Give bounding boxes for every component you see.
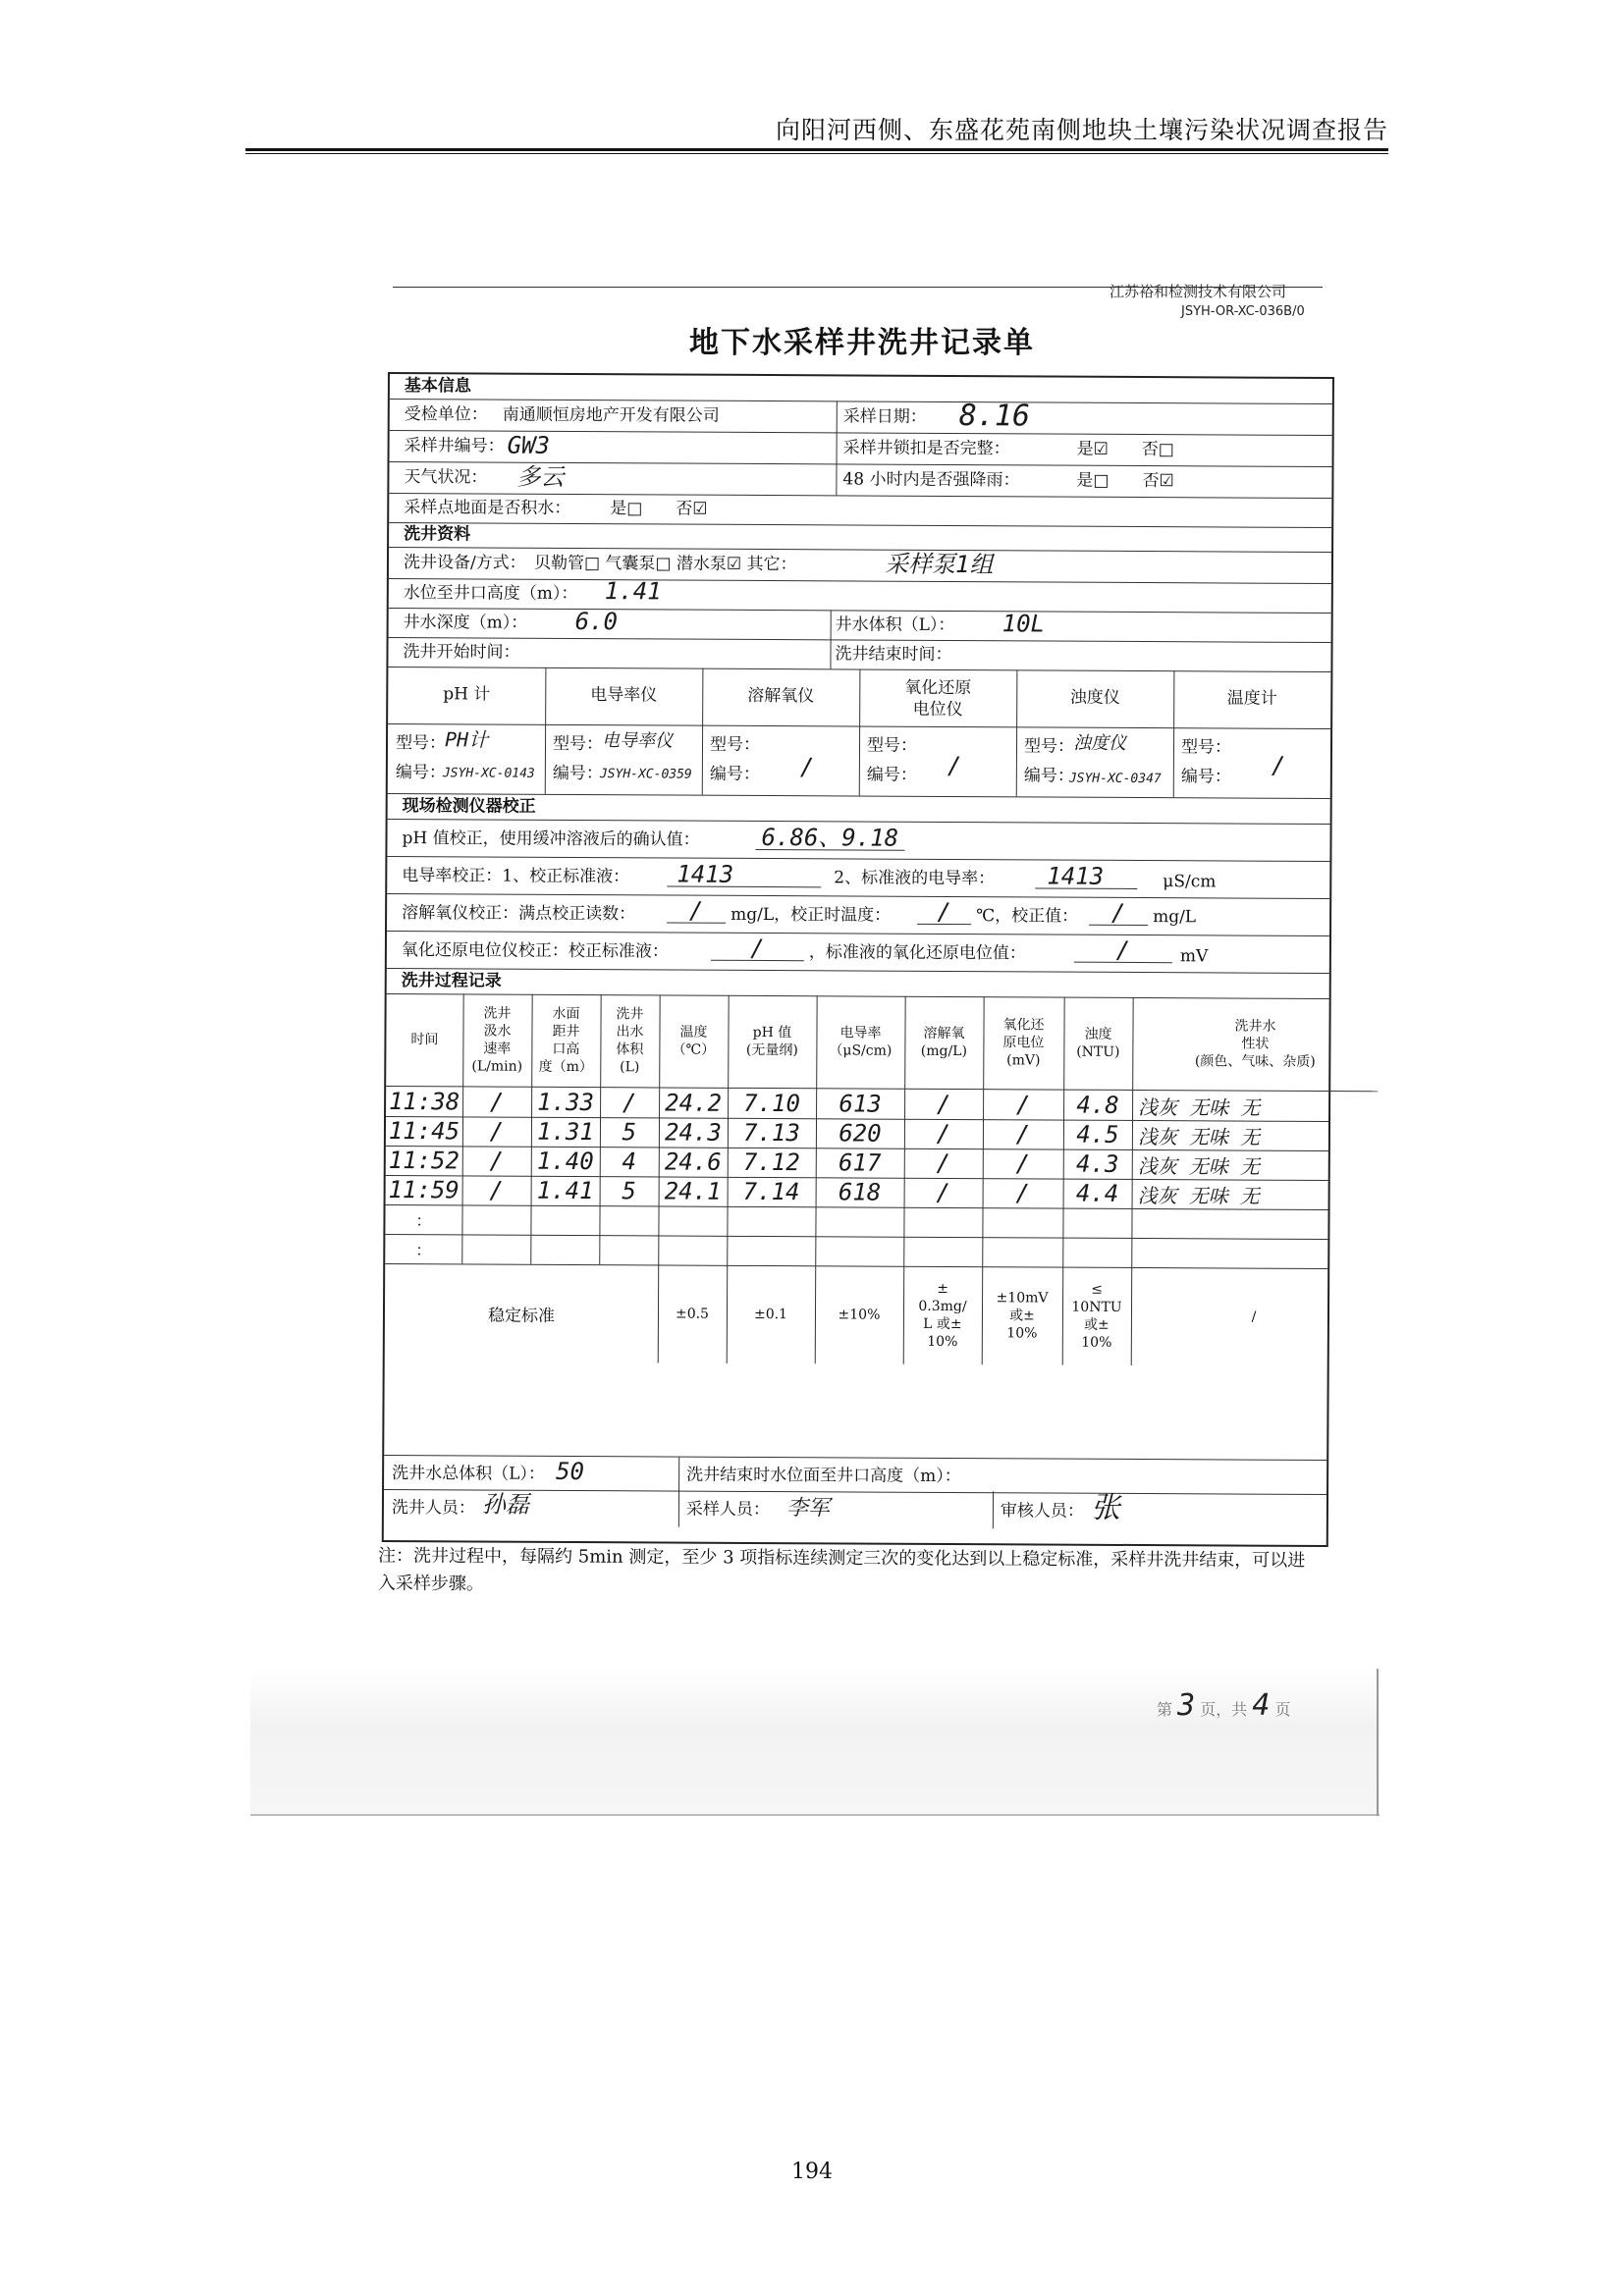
- process-value-cell: /: [936, 1178, 950, 1207]
- instrument-thermometer: 温度计: [1226, 688, 1277, 709]
- scan-edge-right: [1377, 1669, 1379, 1816]
- process-value-cell: /: [1015, 1179, 1030, 1207]
- divider: [678, 1490, 679, 1527]
- process-value-cell: /: [1015, 1091, 1031, 1119]
- process-value-cell: [903, 1238, 982, 1265]
- process-value-cell: /: [622, 1089, 637, 1117]
- serial-label: 编号：: [1023, 766, 1074, 786]
- model-label: 型号：: [1023, 736, 1075, 757]
- serial-label: 编号：: [552, 763, 603, 784]
- process-value-cell: /: [1015, 1149, 1031, 1178]
- process-header-cell: [728, 995, 816, 1089]
- end-level-label: 洗井结束时水位面至井口高度（m）：: [686, 1465, 961, 1487]
- process-value-cell: 4: [622, 1148, 637, 1176]
- weather-label: 天气状况：: [404, 467, 488, 488]
- model-label: 型号：: [395, 733, 447, 754]
- instrument-turbidity: 浊度仪: [1069, 687, 1120, 708]
- process-value-cell: 浅灰 无味 无: [1137, 1153, 1260, 1179]
- page-of-prefix: 第: [1157, 1700, 1173, 1719]
- process-value-cell: [1062, 1239, 1131, 1266]
- page-of-suffix: 页: [1274, 1700, 1291, 1719]
- section-label: 基本信息: [404, 376, 471, 397]
- process-header-line: （℃）: [672, 1041, 716, 1058]
- orp-cal-value: /: [1074, 938, 1172, 964]
- do-cal-label: 溶解氧仪校正：满点校正读数：: [402, 903, 636, 925]
- row-orp-calibration: [387, 931, 1329, 974]
- equipment-label: 洗井设备/方式：: [403, 553, 526, 573]
- stability-line: L 或±: [923, 1315, 962, 1333]
- time-cell: 11:45: [388, 1117, 460, 1146]
- process-header-line: 洗井水: [1234, 1018, 1276, 1035]
- process-value-cell: 1.41: [536, 1176, 594, 1205]
- serial-label: 编号：: [1180, 767, 1231, 787]
- form-note: 注：洗井过程中，每隔约 5min 测定，至少 3 项指标连续测定三次的变化达到以上稳定标准，采样井洗井结束，可以进入采样步骤。: [377, 1545, 1306, 1595]
- process-header-line: pH 值: [752, 1024, 792, 1041]
- section-label: 洗井资料: [404, 524, 471, 545]
- process-value-cell: [982, 1208, 1062, 1236]
- ph-cal-value: 6.86、9.18: [755, 826, 904, 851]
- ponding-label: 采样点地面是否积水：: [404, 498, 571, 518]
- process-value-cell: 5: [622, 1118, 637, 1147]
- section-label: 现场检测仪器校正: [402, 796, 536, 817]
- model-value: 浊度仪: [1072, 732, 1127, 754]
- page-of-indicator: [1157, 1688, 1291, 1723]
- process-value-cell: [815, 1207, 903, 1235]
- do-cal-value: /: [1089, 901, 1148, 926]
- end-time-label: 洗井结束时间：: [835, 644, 952, 666]
- ec-cal-value: 1413: [1035, 864, 1137, 889]
- total-volume-label: 洗井水总体积（L）：: [392, 1464, 545, 1484]
- stability-cell: ±0.1: [753, 1306, 788, 1323]
- process-value-cell: /: [489, 1147, 505, 1175]
- process-header-line: 原电位: [1002, 1035, 1045, 1051]
- process-table: [384, 993, 1328, 1460]
- process-value-cell: 613: [839, 1090, 882, 1118]
- process-value-cell: 7.12: [742, 1148, 800, 1177]
- process-value-cell: 24.6: [664, 1148, 722, 1176]
- process-value-cell: [530, 1236, 599, 1263]
- time-cell: 11:59: [388, 1176, 460, 1204]
- process-header-cell: [904, 996, 983, 1090]
- weather-value: 多云: [516, 462, 565, 491]
- process-value-cell: 浅灰 无味 无: [1138, 1095, 1261, 1120]
- process-header-cell: [1063, 997, 1132, 1091]
- process-header-line: (mg/L): [920, 1042, 968, 1060]
- stability-cell: ±0.5: [675, 1306, 710, 1322]
- time-cell: 11:52: [388, 1147, 460, 1175]
- row-personnel: [384, 1488, 1326, 1530]
- process-value-cell: 浅灰 无味 无: [1137, 1183, 1260, 1208]
- process-header-line: 溶解氧: [923, 1025, 965, 1042]
- serial-value: /: [947, 751, 962, 780]
- start-time-label: 洗井开始时间：: [403, 642, 520, 663]
- model-label: 型号：: [552, 733, 604, 755]
- process-header-line: （μS/cm): [829, 1042, 893, 1059]
- process-header-cell: [531, 994, 600, 1088]
- process-value-cell: [658, 1236, 727, 1263]
- process-header-line: 电导率: [839, 1025, 882, 1041]
- process-value-cell: [727, 1237, 815, 1264]
- stability-line: 或±: [1009, 1308, 1035, 1324]
- stability-line: ±10mV: [996, 1290, 1049, 1307]
- do-cal-unit2: ℃，校正值：: [976, 906, 1079, 927]
- process-header-line: 性状: [1241, 1036, 1270, 1052]
- form-table: [382, 372, 1334, 1547]
- model-value: PH计: [444, 727, 489, 752]
- ec-cal-label: 电导率校正：1、校正标准液：: [402, 866, 630, 887]
- serial-value: /: [1271, 751, 1286, 779]
- stability-line: 10%: [1006, 1325, 1038, 1342]
- process-header-line: 温度: [679, 1024, 708, 1041]
- page-of-mid: 页，共: [1200, 1700, 1248, 1719]
- equipment-other: 采样泵1组: [884, 550, 994, 579]
- stability-cell: [1062, 1267, 1132, 1365]
- ponding-options: 是□ 否☑: [610, 499, 708, 519]
- report-title: 向阳河西侧、东盛花苑南侧地块土壤污染状况调查报告: [775, 116, 1388, 144]
- lock-label: 采样井锁扣是否完整：: [842, 438, 1010, 459]
- model-label: 型号：: [866, 735, 918, 756]
- client-label: 受检单位：: [404, 404, 488, 425]
- total-volume-value: 50: [556, 1457, 585, 1486]
- client-value: 南通顺恒房地产开发有限公司: [502, 404, 720, 426]
- process-header-cell: [659, 994, 728, 1088]
- process-value-cell: 24.3: [664, 1118, 722, 1147]
- process-value-cell: [599, 1206, 658, 1234]
- process-header-line: 速率: [483, 1041, 512, 1057]
- instrument-header-row: [388, 667, 1330, 729]
- time-cell: ：: [415, 1240, 432, 1259]
- page-of-current: 3: [1177, 1688, 1196, 1723]
- ec-cal-std: 1413: [667, 862, 821, 887]
- process-value-cell: 4.8: [1076, 1091, 1119, 1119]
- process-header-line: 洗井: [483, 1005, 512, 1022]
- instrument-orp: 氧化还原电位仪: [904, 677, 972, 721]
- process-header-cell: [600, 994, 659, 1088]
- process-value-cell: /: [489, 1176, 504, 1204]
- process-value-cell: 浅灰 无味 无: [1137, 1124, 1261, 1149]
- process-value-cell: 7.14: [742, 1177, 800, 1206]
- company-name: 江苏裕和检测技术有限公司: [1110, 283, 1287, 300]
- stability-cell: /: [1251, 1308, 1257, 1325]
- instrument-do: 溶解氧仪: [747, 685, 815, 707]
- process-value-cell: 7.13: [742, 1118, 800, 1148]
- process-value-cell: 617: [839, 1148, 882, 1177]
- rain-label: 48 小时内是否强降雨：: [842, 469, 1020, 491]
- ec-cal-unit: μS/cm: [1163, 872, 1217, 892]
- stability-cell: [903, 1266, 983, 1364]
- well-volume-label: 井水体积（L）：: [835, 614, 955, 636]
- orp-cal-label2: ，标准液的氧化还原电位值：: [808, 942, 1026, 964]
- stability-line: 10%: [1081, 1334, 1112, 1351]
- orp-cal-std: /: [711, 936, 804, 961]
- process-value-cell: [727, 1207, 815, 1235]
- process-header-line: 时间: [410, 1032, 439, 1048]
- stability-line: 0.3mg/: [918, 1298, 967, 1315]
- header-rule: [245, 148, 1388, 151]
- process-header-line: 浊度: [1084, 1026, 1112, 1042]
- serial-label: 编号：: [709, 764, 760, 784]
- instrument-detail-row: [388, 723, 1330, 799]
- process-header-line: (L): [620, 1059, 640, 1076]
- process-header-line: 出水: [616, 1024, 644, 1041]
- stability-line: 10NTU: [1071, 1299, 1122, 1315]
- well-depth-value: 6.0: [574, 608, 619, 636]
- model-label: 型号：: [709, 734, 761, 755]
- orp-cal-unit: mV: [1179, 946, 1209, 967]
- process-value-cell: [815, 1237, 903, 1264]
- reviewer-value: 张: [1090, 1490, 1121, 1525]
- process-value-cell: /: [1015, 1120, 1031, 1148]
- do-cal-unit1: mg/L，校正时温度：: [731, 904, 892, 926]
- water-level-value: 1.41: [604, 577, 662, 606]
- section-label: 洗井过程记录: [401, 971, 502, 991]
- well-depth-label: 井水深度（m）：: [403, 613, 528, 633]
- process-value-cell: [1137, 1239, 1377, 1267]
- stability-line: ≤: [1091, 1281, 1104, 1298]
- process-value-cell: [461, 1205, 530, 1233]
- process-header-line: 汲水: [483, 1023, 512, 1040]
- stability-line: 或±: [1084, 1316, 1110, 1333]
- well-id-label: 采样井编号：: [404, 436, 505, 456]
- process-value-cell: [982, 1238, 1062, 1265]
- stability-cell: ±10%: [838, 1307, 881, 1323]
- well-volume-value: 10L: [1001, 610, 1046, 638]
- sampler-value: 李军: [785, 1496, 831, 1522]
- process-value-cell: [461, 1235, 530, 1262]
- serial-value: JSYH-XC-0143: [442, 766, 535, 781]
- serial-value: JSYH-XC-0359: [599, 767, 692, 782]
- process-value-cell: 4.3: [1076, 1149, 1119, 1178]
- process-header-line: 水面: [552, 1005, 580, 1023]
- serial-label: 编号：: [395, 763, 446, 783]
- form-code: JSYH-OR-XC-036B/0: [1181, 304, 1305, 319]
- process-header-line: (mV): [1006, 1052, 1041, 1069]
- row-ec-calibration: [387, 856, 1329, 899]
- ph-cal-label: pH 值校正，使用缓冲溶液后的确认值：: [402, 828, 700, 850]
- process-value-cell: 1.40: [536, 1147, 594, 1176]
- well-id-value: GW3: [507, 431, 551, 459]
- stability-label: 稳定标准: [487, 1306, 556, 1326]
- process-header-line: (L/min): [471, 1058, 523, 1075]
- process-header-line: 体积: [616, 1041, 644, 1058]
- process-value-cell: 1.33: [537, 1088, 595, 1117]
- process-value-cell: 5: [622, 1177, 636, 1205]
- process-header-line: 距井: [552, 1023, 580, 1041]
- process-value-cell: [903, 1208, 982, 1236]
- process-value-cell: 24.1: [664, 1177, 722, 1205]
- process-value-cell: [599, 1236, 658, 1263]
- instrument-ph: pH 计: [443, 684, 491, 705]
- process-value-cell: 24.2: [665, 1089, 723, 1117]
- process-value-cell: /: [489, 1117, 505, 1146]
- stability-cell: [982, 1266, 1063, 1364]
- process-value-cell: 1.31: [536, 1117, 594, 1147]
- process-header-line: 洗井: [616, 1006, 644, 1023]
- process-header-line: (NTU): [1076, 1043, 1120, 1060]
- sample-date-value: 8.16: [958, 399, 1031, 434]
- process-header-cell: [386, 993, 462, 1087]
- process-value-cell: 7.10: [743, 1089, 801, 1118]
- process-header-cell: [816, 995, 904, 1089]
- ec-cal-label2: 2、标准液的电导率：: [834, 868, 996, 889]
- row-do-calibration: [387, 893, 1329, 936]
- stability-line: ±: [937, 1280, 949, 1298]
- instrument-ec: 电导率仪: [590, 685, 658, 706]
- process-value-cell: [1137, 1209, 1377, 1238]
- divider: [678, 1458, 679, 1491]
- water-level-label: 水位至井口高度（m）：: [403, 583, 578, 605]
- sample-date-label: 采样日期：: [842, 406, 927, 427]
- process-header-line: 口高: [552, 1041, 580, 1058]
- process-value-cell: [530, 1206, 599, 1234]
- process-value-cell: /: [936, 1090, 951, 1119]
- serial-value: JSYH-XC-0347: [1068, 771, 1162, 787]
- process-value-cell: 4.4: [1075, 1179, 1119, 1207]
- row-ph-calibration: [387, 819, 1329, 862]
- orp-cal-label: 氧化还原电位仪校正：校正标准液：: [401, 940, 669, 962]
- process-header-line: (颜色、气味、杂质): [1194, 1053, 1316, 1070]
- do-cal-unit3: mg/L: [1153, 907, 1197, 928]
- rain-options: 是□ 否☑: [1076, 470, 1174, 492]
- header-rule-thin: [245, 153, 1388, 154]
- process-value-cell: /: [489, 1088, 505, 1116]
- reviewer-label: 审核人员：: [1000, 1501, 1084, 1522]
- page-number: 194: [791, 2160, 833, 2184]
- process-header-line: (无量纲): [745, 1041, 798, 1059]
- model-label: 型号：: [1180, 737, 1232, 758]
- page-of-total: 4: [1252, 1688, 1271, 1723]
- time-cell: ：: [415, 1210, 432, 1230]
- process-value-cell: [658, 1206, 727, 1234]
- form-title: 地下水采样井洗井记录单: [689, 326, 1035, 360]
- process-value-cell: [1062, 1209, 1131, 1237]
- model-value: 电导率仪: [601, 730, 674, 752]
- do-cal-temp: /: [917, 900, 971, 925]
- process-value-cell: /: [936, 1148, 951, 1178]
- process-value-cell: 620: [839, 1119, 882, 1148]
- divider: [993, 1491, 994, 1528]
- lock-options: 是☑ 否□: [1076, 439, 1174, 460]
- process-value-cell: 618: [838, 1178, 882, 1206]
- process-value-cell: /: [936, 1119, 951, 1148]
- process-value-cell: 4.5: [1076, 1120, 1119, 1148]
- washer-value: 孙磊: [481, 1490, 530, 1519]
- equipment-options: 贝勒管□ 气囊泵□ 潜水泵☑ 其它：: [533, 553, 797, 575]
- do-cal-reading: /: [667, 898, 726, 923]
- time-cell: 11:38: [388, 1088, 460, 1116]
- sampler-label: 采样人员：: [685, 1499, 770, 1521]
- stability-line: 10%: [927, 1333, 958, 1351]
- washer-label: 洗井人员：: [391, 1498, 475, 1519]
- scan-edge: [250, 1814, 1380, 1816]
- process-header-cell: [983, 996, 1063, 1090]
- process-header-cell: [1132, 997, 1378, 1092]
- process-header-cell: [462, 993, 531, 1087]
- process-header-line: 度（m）: [538, 1058, 593, 1076]
- serial-value: /: [799, 753, 815, 781]
- serial-label: 编号：: [866, 765, 917, 785]
- process-header-line: 氧化还: [1002, 1017, 1045, 1034]
